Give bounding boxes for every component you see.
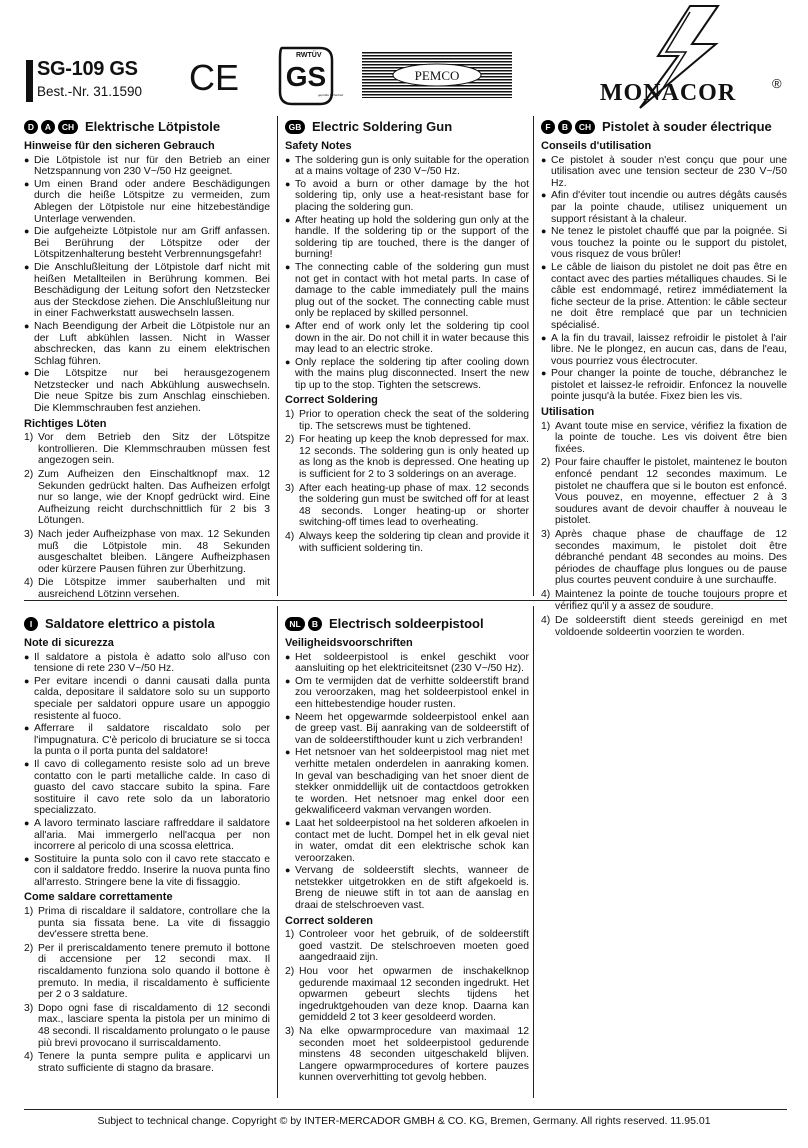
- safety-item: ● Nach Beendigung der Arbeit die Lötpistole nur an der Luft abkühlen lassen. Nicht in Wasser abschrecken, das kann zu einem elektrischen Schlag führen.: [24, 321, 270, 367]
- safety-list: [285, 652, 529, 912]
- section-dutch-continued: [541, 615, 787, 640]
- safety-item: ● Neem het opgewarmde soldeerpistool enkel aan de greep vast. Bij aanraking van de soldeerstift of van de soldeerstifthouder kunt u zich verbranden!: [285, 712, 529, 747]
- usage-step: 4) De soldeerstift dient steeds gereinigd en met voldoende soldeertin voorzien te worden.: [541, 615, 787, 638]
- safety-item: ● The soldering gun is only suitable for the operation at a mains voltage of 230 V~/50 Hz.: [285, 155, 529, 178]
- usage-heading: Come saldare correttamente: [24, 891, 173, 904]
- usage-step: 3) Dopo ogni fase di riscaldamento di 12 secondi max., lasciare spenta la pistola per un minimo di 48 secondi. Il riscaldamento prolungato o le pause più brevi provocano il surriscaldamento.: [24, 1002, 270, 1049]
- section-french: [541, 118, 787, 614]
- country-badge: NL: [285, 617, 305, 631]
- usage-step: 1) Prima di riscaldare il saldatore, controllare che la punta sia fissata bene. La vite di fissaggio dev'essere stretta bene.: [24, 906, 270, 941]
- safety-item: ● A la fin du travail, laissez refroidir le pistolet à l'air libre. Ne le plongez, en aucun cas, dans de l'eau, vous pourriez vous électrocuter.: [541, 333, 787, 368]
- section-title: [285, 118, 529, 136]
- usage-list: [541, 615, 787, 638]
- usage-heading: Richtiges Löten: [24, 417, 107, 430]
- safety-item: ● Sostituire la punta solo con il cavo rete staccato e con il saldatore freddo. Inserire la nuova punta fino all'arresto. Stringere bene la vite di fissaggio.: [24, 854, 270, 889]
- usage-step: 2) Hou voor het opwarmen de inschakelknop gedurende maximaal 12 seconden ingedrukt. Het opwarmen gebeurt slechts tijdens het ingedruktgehouden van deze knop. Daarna kan gemiddeld 2 tot 3 keer gesoldeerd worden.: [285, 966, 529, 1024]
- usage-step: 3) Na elke opwarmprocedure van maximaal 12 seconden moet het soldeerpistool gedurende minstens 48 seconden uitgeschakeld blijven. Langere opwarmprocedures of kortere pauzes kunnen oververhitting tot gevolg hebben.: [285, 1026, 529, 1084]
- pemco-logo-icon: [362, 52, 512, 98]
- safety-list: [24, 652, 270, 889]
- safety-item: ● Only replace the soldering tip after cooling down with the mains plug disconnected. Insert the new tip up to the stop. Tighten the setscrews.: [285, 357, 529, 392]
- usage-step: 3) Nach jeder Aufheizphase von max. 12 Sekunden muß die Lötpistole min. 48 Sekunden ausgeschaltet bleiben. Längere Aufheizphasen oder kürzere Pausen führen zur Überhitzung.: [24, 529, 270, 575]
- usage-step: 1) Controleer voor het gebruik, of de soldeerstift goed vastzit. De stelschroeven moeten goed aangedraaid zijn.: [285, 929, 529, 964]
- usage-step: 2) Pour faire chauffer le pistolet, maintenez le bouton enfoncé pendant 12 secondes maximum. Le pistolet ne chauffera que si le bouton est enfoncé. Vous pouvez, en moyenne, effectuer 2 à 3 soudures avant de devoir chauffer à nouveau le pistolet.: [541, 457, 787, 527]
- safety-item: ● Ne tenez le pistolet chauffé que par la poignée. Si vous touchez la pointe ou le support du pistolet, vous risquez de vous brûler!: [541, 226, 787, 261]
- safety-item: ● Ce pistolet à souder n'est conçu que pour une utilisation avec une tension secteur de 230 V~/50 Hz.: [541, 155, 787, 190]
- safety-item: ● Die aufgeheizte Lötpistole nur am Griff anfassen. Bei Berührung der Lötspitze oder der Lötspitzenhalterung besteht Verbrennungsgefahr!: [24, 226, 270, 261]
- safety-item: ● Pour changer la pointe de touche, débranchez le pistolet et laissez-le refroidir. Enfoncez la nouvelle pointe jusqu'à la butée. Fixez bien les vis.: [541, 368, 787, 403]
- usage-step: 1) Avant toute mise en service, vérifiez la fixation de la pointe de touche. Les vis doivent être bien fixées.: [541, 420, 787, 455]
- brand-name: MONACOR: [599, 80, 737, 106]
- pemco-logo-text: PEMCO: [414, 68, 460, 83]
- header-bar: [26, 60, 33, 102]
- usage-heading: Correct Soldering: [285, 394, 378, 407]
- safety-item: ● Vervang de soldeerstift slechts, wanneer de netstekker uitgetrokken en de stift afgekoeld is. Breng de nieuwe stift in tot aan de aanslag en draai de stelschroeven vast.: [285, 865, 529, 911]
- safety-item: ● After heating up hold the soldering gun only at the handle. If the soldering tip or the support of the soldering tip are touched, there is the danger of burning!: [285, 215, 529, 261]
- gs-logo-top: RWTÜV: [296, 52, 322, 59]
- safety-item: ● Het netsnoer van het soldeerpistool mag niet met verhitte metalen onderdelen in aanraking komen. In geval van beschadiging van het snoer dient de stekker onmiddellijk uit de contactdoos getrokken te worden. Het netsnoer mag enkel door een gekwalificeerd vakman vervangen worden.: [285, 747, 529, 817]
- safety-item: ● Die Anschlußleitung der Lötpistole darf nicht mit heißen Metallteilen in Berührung kommen. Bei Beschädigung der Leitung sofort den Netzstecker aus der Steckdose ziehen. Die Anschlußleitung nur in einer Fachwerkstatt auswechseln lassen.: [24, 262, 270, 320]
- divider-footer: [24, 1109, 787, 1110]
- usage-heading: Correct solderen: [285, 914, 374, 927]
- header: [0, 0, 808, 115]
- usage-step: 2) For heating up keep the knob depressed for max. 12 seconds. The soldering gun is only heated up as long as the knob is depressed. One heating up is sufficient for 2 to 3 solderings on an average.: [285, 434, 529, 481]
- usage-list: [541, 421, 787, 613]
- country-badge: I: [24, 617, 38, 631]
- section-german: [24, 118, 270, 603]
- safety-item: ● After end of work only let the soldering tip cool down in the air. Do not chill it in water because this may lead to an electric stroke.: [285, 321, 529, 356]
- usage-list: [24, 906, 270, 1074]
- section-title: [24, 118, 270, 136]
- usage-step: 2) Per il preriscaldamento tenere premuto il bottone di accensione per 12 secondi max. Il riscaldamento funziona solo quando il bottone è premuto. In media, il riscaldamento è sufficiente per 2 o 3 saldature.: [24, 942, 270, 1001]
- ce-mark-icon: [190, 58, 238, 98]
- section-title-text: Electric Soldering Gun: [312, 119, 453, 135]
- safety-list: [541, 155, 787, 403]
- section-title-text: Saldatore elettrico a pistola: [45, 616, 215, 632]
- safety-item: ● Laat het soldeerpistool na het solderen afkoelen in contact met de lucht. Dompel het in elk geval niet in water, omdat dit een elektrische schok kan veroorzaken.: [285, 818, 529, 864]
- safety-item: ● Per evitare incendi o danni causati dalla punta calda, depositare il saldatore solo su un supporto speciale per saldatori oppure usare un appoggio resistente al fuoco.: [24, 676, 270, 722]
- usage-step: 1) Prior to operation check the seat of the soldering tip. The setscrews must be tightened.: [285, 409, 529, 432]
- country-badge: CH: [58, 120, 78, 134]
- section-title: [285, 615, 529, 633]
- section-title-text: Pistolet à souder électrique: [602, 119, 772, 135]
- usage-step: 3) Après chaque phase de chauffage de 12 secondes maximum, le pistolet doit être débranché pendant 48 secondes au moins. Des périodes de chauffage plus longues ou de pause plus courtes peuvent conduire à une surchauffe.: [541, 529, 787, 587]
- divider-bottom-1: [277, 606, 278, 1098]
- safety-item: ● To avoid a burn or other damage by the hot soldering tip, only use a heat-resistant base for placing the soldering gun.: [285, 179, 529, 214]
- divider-bottom-2: [533, 606, 534, 1098]
- safety-item: ● Het soldeerpistool is enkel geschikt voor aansluiting op het elektriciteitsnet (230 V~/50 Hz).: [285, 652, 529, 675]
- safety-heading: Note di sicurezza: [24, 637, 114, 649]
- country-badge: F: [541, 120, 555, 134]
- safety-heading: Hinweise für den sicheren Gebrauch: [24, 140, 215, 152]
- divider-top-1: [277, 116, 278, 596]
- usage-step: 3) After each heating-up phase of max. 12 seconds the soldering gun must be switched off for at least 48 seconds. Longer heating-up or shorter switching-off times lead to overheating.: [285, 482, 529, 529]
- safety-item: ● Die Lötspitze nur bei herausgezogenem Netzstecker und nach Abkühlung auswechseln. Die neue Spitze bis zum Anschlag einschieben. Die Klemmschrauben fest anziehen.: [24, 368, 270, 414]
- usage-step: 1) Vor dem Betrieb den Sitz der Lötspitze kontrollieren. Die Klemmschrauben müssen fest angezogen sein.: [24, 432, 270, 467]
- gs-logo-bottom: geprüfte Sicherheit: [318, 93, 344, 97]
- safety-item: ● Die Lötpistole ist nur für den Betrieb an einer Netzspannung von 230 V~/50 Hz geeignet.: [24, 155, 270, 178]
- section-italian: [24, 615, 270, 1076]
- usage-list: [24, 432, 270, 600]
- usage-step: 4) Die Lötspitze immer sauberhalten und mit ausreichend Lötzinn versehen.: [24, 577, 270, 600]
- section-title: [24, 615, 270, 633]
- safety-list: [285, 155, 529, 392]
- section-title-text: Elektrische Lötpistole: [85, 119, 221, 135]
- usage-heading: Utilisation: [541, 406, 595, 419]
- country-badge: A: [41, 120, 55, 134]
- section-title-text: Electrisch soldeerpistool: [329, 616, 484, 632]
- usage-step: 4) Always keep the soldering tip clean and provide it with sufficient soldering tin.: [285, 531, 529, 554]
- footer-copyright: Subject to technical change. Copyright © by INTER-MERCADOR GMBH & CO. KG, Bremen, Germany. All rights reserved. 11.95.01: [97, 1115, 711, 1127]
- safety-item: ● Om te vermijden dat de verhitte soldeerstift brand zou veroorzaken, mag het soldeerpistool enkel in een hittebestendige houder rusten.: [285, 676, 529, 711]
- usage-list: [285, 409, 529, 554]
- gs-logo-main: GS: [285, 61, 327, 92]
- country-badge: D: [24, 120, 38, 134]
- monacor-logo-icon: [540, 4, 790, 110]
- order-number: Best.-Nr. 31.1590: [37, 84, 143, 99]
- section-title: [541, 118, 787, 136]
- safety-item: ● Le câble de liaison du pistolet ne doit pas être en contact avec des parties métalliques chaudes. Si le câble est endommagé, retirez immédiatement la fiche secteur de la prise. Attention: le câble secteur ne doit être remplacé que par un technicien spécialisé.: [541, 262, 787, 332]
- divider-top-2: [533, 116, 534, 596]
- usage-step: 2) Zum Aufheizen den Einschaltknopf max. 12 Sekunden gedrückt halten. Das Aufheizen erfolgt nur so lange, wie der Knopf gedrückt wird. Eine Aufheizung reicht durchschnittlich für 2 bis 3 Lötungen.: [24, 469, 270, 527]
- safety-item: ● Il saldatore a pistola è adatto solo all'uso con tensione di rete 230 V~/50 Hz.: [24, 652, 270, 675]
- country-badge: CH: [575, 120, 595, 134]
- usage-step: 4) Maintenez la pointe de touche toujours propre et vérifiez qu'il y a assez de soudure.: [541, 588, 787, 612]
- safety-item: ● Afin d'éviter tout incendie ou autres dégâts causés par la pointe chaude, utilisez uniquement un support résistant à la chaleur.: [541, 190, 787, 225]
- ce-mark-text: CE: [188, 57, 240, 98]
- safety-heading: Safety Notes: [285, 140, 352, 152]
- section-english: [285, 118, 529, 556]
- safety-heading: Conseils d'utilisation: [541, 140, 652, 152]
- gs-logo-icon: [276, 44, 344, 108]
- model-name: SG-109 GS: [37, 58, 138, 80]
- usage-list: [285, 929, 529, 1084]
- country-badge: B: [308, 617, 322, 631]
- country-badge: B: [558, 120, 572, 134]
- country-badge: GB: [285, 120, 305, 134]
- usage-step: 4) Tenere la punta sempre pulita e applicarvi un strato sufficiente di stagno da brasare.: [24, 1051, 270, 1074]
- safety-item: ● Um einen Brand oder andere Beschädigungen durch die heiße Lötspitze zu vermeiden, zum Ablegen der Lötpistole nur eine hitzebeständige Unterlage verwenden.: [24, 179, 270, 225]
- safety-list: [24, 155, 270, 415]
- safety-item: ● Il cavo di collegamento resiste solo ad un breve contatto con le parti metalliche calde. In caso di guasto del cavo staccare subito la spina. Fare sostituire il cavo rete solo da un laboratorio specializzato.: [24, 759, 270, 817]
- safety-item: ● The connecting cable of the soldering gun must not get in contact with hot metal parts. In case of damage to the cable immediately pull the mains plug out of the socket. The connecting cable must only be replaced by skilled personnel.: [285, 262, 529, 320]
- safety-item: ● Afferrare il saldatore riscaldato solo per l'impugnatura. C'è pericolo di bruciature se si tocca la punta o il porta punta del saldatore!: [24, 723, 270, 758]
- section-dutch: [285, 615, 529, 1086]
- brand-registered: ®: [772, 76, 782, 91]
- safety-heading: Veiligheidsvoorschriften: [285, 637, 413, 649]
- safety-item: ● A lavoro terminato lasciare raffreddare il saldatore all'aria. Mai immergerlo nell'acqua per non incorrere al pericolo di una scossa elettrica.: [24, 818, 270, 853]
